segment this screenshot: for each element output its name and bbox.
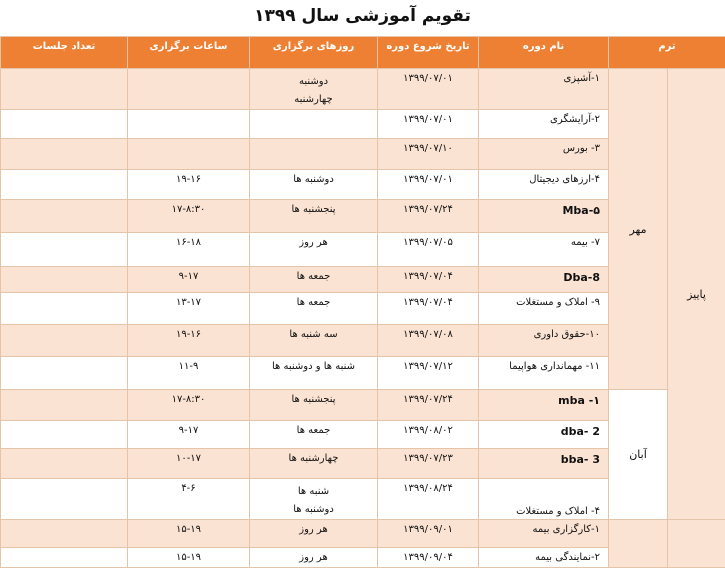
sessions-cell — [1, 139, 128, 170]
page-title: تقویم آموزشی سال ۱۳۹۹ — [0, 6, 725, 26]
start-date: ۱۳۹۹/۰۷/۰۱ — [378, 110, 479, 139]
days-line: دوشنبه ها — [254, 501, 373, 519]
header-sessions: تعداد جلسات — [1, 37, 128, 69]
days-cell: هر روز — [250, 520, 378, 548]
hours-cell — [128, 110, 250, 139]
days-cell: دوشنبه ها — [250, 170, 378, 200]
month-cell-empty — [609, 520, 668, 568]
header-days: روزهای برگزاری — [250, 37, 378, 69]
days-cell: جمعه ها — [250, 267, 378, 293]
course-name: mba -۱ — [479, 390, 609, 421]
start-date: ۱۳۹۹/۰۷/۰۵ — [378, 233, 479, 267]
header-course: نام دوره — [479, 37, 609, 69]
course-name: ۲-آرایشگری — [479, 110, 609, 139]
hours-cell: ۱۷-۸:۳۰ — [128, 390, 250, 421]
hours-cell: ۱۶-۱۸ — [128, 233, 250, 267]
sessions-cell — [1, 421, 128, 449]
course-name: Mba-۵ — [479, 200, 609, 233]
sessions-cell — [1, 293, 128, 325]
start-date: ۱۳۹۹/۰۷/۲۳ — [378, 449, 479, 479]
days-cell: شنبه ها و دوشنبه ها — [250, 357, 378, 390]
course-name: ۱-کارگزاری بیمه — [479, 520, 609, 548]
hours-cell: ۱۳-۱۷ — [128, 293, 250, 325]
start-date: ۱۳۹۹/۰۹/۰۴ — [378, 548, 479, 568]
course-name: ۲-نمایندگی بیمه — [479, 548, 609, 568]
schedule-table — [0, 36, 725, 568]
sessions-cell — [1, 200, 128, 233]
hours-cell: ۱۹-۱۶ — [128, 325, 250, 357]
sessions-cell — [1, 110, 128, 139]
hours-cell: ۴-۶ — [128, 479, 250, 520]
sessions-cell — [1, 170, 128, 200]
start-date: ۱۳۹۹/۰۷/۲۴ — [378, 200, 479, 233]
term-cell: پاییز — [668, 69, 725, 520]
sessions-cell — [1, 233, 128, 267]
start-date: ۱۳۹۹/۰۸/۲۴ — [378, 479, 479, 520]
days-line: شنبه ها — [254, 483, 373, 501]
hours-cell: ۱۵-۱۹ — [128, 520, 250, 548]
days-cell: پنجشنبه ها — [250, 390, 378, 421]
start-date: ۱۳۹۹/۰۷/۰۴ — [378, 267, 479, 293]
sessions-cell — [1, 267, 128, 293]
course-name: ۱۱- مهمانداری هواپیما — [479, 357, 609, 390]
course-name: ۱۰-حقوق داوری — [479, 325, 609, 357]
days-cell: جمعه ها — [250, 421, 378, 449]
days-cell: هر روز — [250, 548, 378, 568]
start-date: ۱۳۹۹/۰۷/۰۸ — [378, 325, 479, 357]
header-start: تاریخ شروع دوره — [378, 37, 479, 69]
sessions-cell — [1, 548, 128, 568]
sessions-cell — [1, 69, 128, 110]
hours-cell: ۹-۱۷ — [128, 421, 250, 449]
start-date: ۱۳۹۹/۰۷/۰۴ — [378, 293, 479, 325]
sessions-cell — [1, 325, 128, 357]
days-cell — [250, 110, 378, 139]
start-date: ۱۳۹۹/۰۷/۰۱ — [378, 69, 479, 110]
days-cell — [250, 69, 378, 110]
days-cell: هر روز — [250, 233, 378, 267]
hours-cell: ۱۰-۱۷ — [128, 449, 250, 479]
term-cell-empty — [668, 520, 725, 568]
hours-cell: ۱۱-۹ — [128, 357, 250, 390]
sessions-cell — [1, 449, 128, 479]
table-row — [1, 390, 725, 421]
days-line: دوشنبه — [254, 73, 373, 91]
hours-cell — [128, 69, 250, 110]
sessions-cell — [1, 479, 128, 520]
start-date: ۱۳۹۹/۰۸/۰۲ — [378, 421, 479, 449]
start-date: ۱۳۹۹/۰۷/۱۰ — [378, 139, 479, 170]
course-name: ۱-آشپزی — [479, 69, 609, 110]
days-cell: سه شنبه ها — [250, 325, 378, 357]
hours-cell: ۱۷-۸:۳۰ — [128, 200, 250, 233]
days-cell: چهارشنبه ها — [250, 449, 378, 479]
start-date: ۱۳۹۹/۰۹/۰۱ — [378, 520, 479, 548]
hours-cell: ۹-۱۷ — [128, 267, 250, 293]
start-date: ۱۳۹۹/۰۷/۰۱ — [378, 170, 479, 200]
course-name: bba- 3 — [479, 449, 609, 479]
course-name: ۹- املاک و مستغلات — [479, 293, 609, 325]
header-row — [1, 37, 725, 69]
course-name: dba- 2 — [479, 421, 609, 449]
hours-cell — [128, 139, 250, 170]
sessions-cell — [1, 520, 128, 548]
course-name: Dba-8 — [479, 267, 609, 293]
hours-cell: ۱۵-۱۹ — [128, 548, 250, 568]
course-name: ۷- بیمه — [479, 233, 609, 267]
month-cell-aban: آبان — [609, 390, 668, 520]
month-cell-mehr: مهر — [609, 69, 668, 390]
course-name: ۴-ارزهای دیجیتال — [479, 170, 609, 200]
days-cell: پنجشنبه ها — [250, 200, 378, 233]
header-hours: ساعات برگزاری — [128, 37, 250, 69]
course-name: ۳- بورس — [479, 139, 609, 170]
table-row — [1, 69, 725, 110]
days-line: چهارشنبه — [254, 91, 373, 109]
start-date: ۱۳۹۹/۰۷/۲۴ — [378, 390, 479, 421]
hours-cell: ۱۹-۱۶ — [128, 170, 250, 200]
course-name: ۴- املاک و مستغلات — [479, 479, 609, 520]
days-cell — [250, 139, 378, 170]
days-cell — [250, 479, 378, 520]
sessions-cell — [1, 357, 128, 390]
sessions-cell — [1, 390, 128, 421]
start-date: ۱۳۹۹/۰۷/۱۲ — [378, 357, 479, 390]
header-term: ترم — [609, 37, 725, 69]
table-row — [1, 520, 725, 548]
days-cell: جمعه ها — [250, 293, 378, 325]
